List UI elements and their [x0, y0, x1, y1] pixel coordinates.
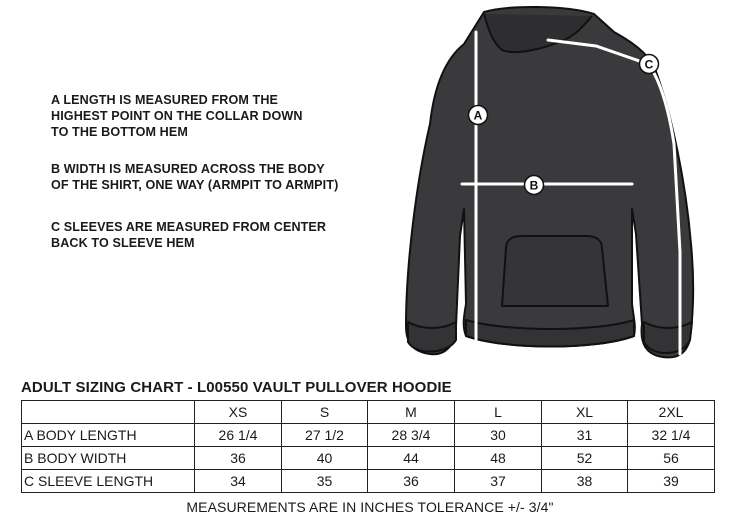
row-label: B BODY WIDTH — [22, 447, 195, 470]
measurement-cell: 35 — [282, 470, 368, 493]
table-row — [22, 447, 715, 470]
measurement-cell: 26 1/4 — [195, 424, 282, 447]
table-row — [22, 424, 715, 447]
measurement-cell: 48 — [455, 447, 542, 470]
marker-b-group — [525, 176, 544, 195]
marker-c: C — [644, 57, 654, 72]
marker-b: B — [529, 178, 539, 193]
size-header: S — [282, 401, 368, 424]
size-header: M — [368, 401, 455, 424]
measurement-cell: 52 — [542, 447, 628, 470]
sizing-table — [21, 400, 715, 493]
instruction-c: C SLEEVES ARE MEASURED FROM CENTER BACK TO SLEEVE HEM — [51, 220, 327, 250]
instruction-b: B WIDTH IS MEASURED ACROSS THE BODY OF THE SHIRT, ONE WAY (ARMPIT TO ARMPIT) — [51, 162, 339, 192]
measurement-cell: 34 — [195, 470, 282, 493]
measurement-cell: 38 — [542, 470, 628, 493]
measurement-cell: 32 1/4 — [628, 424, 715, 447]
measurement-cell: 31 — [542, 424, 628, 447]
table-row — [22, 470, 715, 493]
measurement-footnote: MEASUREMENTS ARE IN INCHES TOLERANCE +/- 3/4" — [186, 499, 554, 515]
measurement-cell: 28 3/4 — [368, 424, 455, 447]
hoodie-diagram — [396, 4, 696, 360]
size-header: 2XL — [628, 401, 715, 424]
marker-c-group — [640, 55, 659, 74]
measurement-cell: 37 — [455, 470, 542, 493]
measurement-cell: 36 — [368, 470, 455, 493]
sizing-chart-title: ADULT SIZING CHART - L00550 VAULT PULLOVER HOODIE — [21, 379, 452, 396]
measurement-cell: 27 1/2 — [282, 424, 368, 447]
measurement-cell: 44 — [368, 447, 455, 470]
table-header-row — [22, 401, 715, 424]
measurement-instructions — [51, 92, 391, 251]
marker-a: A — [473, 108, 483, 123]
measurement-cell: 40 — [282, 447, 368, 470]
size-header: XL — [542, 401, 628, 424]
row-label: A BODY LENGTH — [22, 424, 195, 447]
size-header: XS — [195, 401, 282, 424]
measurement-cell: 36 — [195, 447, 282, 470]
measurement-cell: 56 — [628, 447, 715, 470]
header-empty-cell — [22, 401, 195, 424]
instruction-a: A LENGTH IS MEASURED FROM THE HIGHEST POINT ON THE COLLAR DOWN TO THE BOTTOM HEM — [51, 93, 303, 139]
row-label: C SLEEVE LENGTH — [22, 470, 195, 493]
size-header: L — [455, 401, 542, 424]
measurement-cell: 39 — [628, 470, 715, 493]
marker-a-group — [469, 106, 488, 125]
measurement-cell: 30 — [455, 424, 542, 447]
